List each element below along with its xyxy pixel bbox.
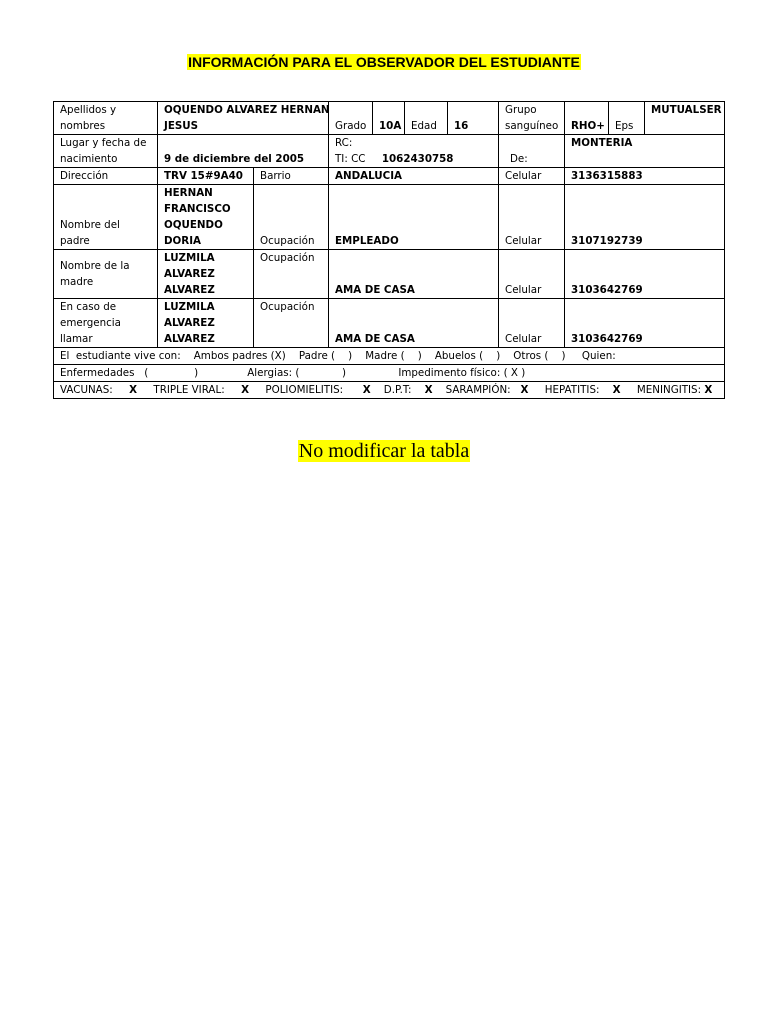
value-place: MONTERIA (565, 135, 725, 168)
label-celular-mother: Celular (499, 250, 565, 299)
row-mother (54, 250, 725, 299)
value-id (329, 135, 499, 168)
row-vacunas (54, 382, 725, 399)
value-address: TRV 15#9A40 (158, 168, 254, 185)
value-grupo: RHO+ (565, 102, 609, 135)
value-name: OQUENDO ALVAREZ HERNAN JESUS (158, 102, 329, 135)
warning-note (0, 440, 768, 463)
value-edad: 16 (448, 102, 499, 135)
value-celular-mother: 3103642769 (565, 250, 725, 299)
row-father (54, 185, 725, 250)
label-edad: Edad (405, 102, 448, 135)
label-eps: Eps (609, 102, 645, 135)
label-direccion: Dirección (54, 168, 158, 185)
row-enfermedades (54, 365, 725, 382)
value-celular-1: 3136315883 (565, 168, 725, 185)
value-emergency-occupation: AMA DE CASA (329, 299, 499, 348)
row-name (54, 102, 725, 135)
label-grupo: Grupo sanguíneo (499, 102, 565, 135)
label-father: Nombre del padre (54, 185, 158, 250)
value-celular-emergency: 3103642769 (565, 299, 725, 348)
label-mother-occupation: Ocupación (254, 250, 329, 299)
value-father-name: HERNAN FRANCISCO OQUENDO DORIA (158, 185, 254, 250)
value-father-occupation: EMPLEADO (329, 185, 499, 250)
document-title (0, 54, 768, 72)
label-father-occupation: Ocupación (254, 185, 329, 250)
label-de: De: (499, 135, 565, 168)
row-vive-con (54, 348, 725, 365)
label-celular-1: Celular (499, 168, 565, 185)
label-barrio: Barrio (254, 168, 329, 185)
label-rc: RC: (335, 137, 353, 149)
label-apellidos: Apellidos y nombres (54, 102, 158, 135)
value-mother-occupation: AMA DE CASA (329, 250, 499, 299)
student-info-table (53, 101, 725, 399)
value-mother-name: LUZMILA ALVAREZ ALVAREZ (158, 250, 254, 299)
row-address (54, 168, 725, 185)
label-grado: Grado (329, 102, 373, 135)
label-lugar-fecha: Lugar y fecha de nacimiento (54, 135, 158, 168)
id-number: 1062430758 (381, 153, 454, 165)
value-enfermedades: Enfermedades ( ) Alergias: ( ) Impedimento físico: ( X ) (54, 365, 725, 382)
warning-note-text: No modificar la tabla (298, 440, 470, 462)
value-vacunas: VACUNAS: X TRIPLE VIRAL: X POLIOMIELITIS: X D.P.T: X SARAMPIÓN: X HEPATITIS: X MENINGITIS: X (54, 382, 725, 399)
label-ti: TI: CC (335, 153, 366, 165)
row-birth (54, 135, 725, 168)
value-emergency-name: LUZMILA ALVAREZ ALVAREZ (158, 299, 254, 348)
label-emergency: En caso de emergencia llamar (54, 299, 158, 348)
label-mother: Nombre de la madre (54, 250, 158, 299)
value-eps: MUTUALSER (645, 102, 725, 135)
row-emergency (54, 299, 725, 348)
value-barrio: ANDALUCIA (329, 168, 499, 185)
value-grado: 10A (373, 102, 405, 135)
label-celular-father: Celular (499, 185, 565, 250)
value-vive-con: El estudiante vive con: Ambos padres (X) Padre ( ) Madre ( ) Abuelos ( ) Otros ( ) Quien: (54, 348, 725, 365)
value-celular-father: 3107192739 (565, 185, 725, 250)
label-emergency-occupation: Ocupación (254, 299, 329, 348)
document-title-text: INFORMACIÓN PARA EL OBSERVADOR DEL ESTUDIANTE (188, 54, 580, 70)
value-birth: 9 de diciembre del 2005 (158, 135, 329, 168)
label-celular-emergency: Celular (499, 299, 565, 348)
